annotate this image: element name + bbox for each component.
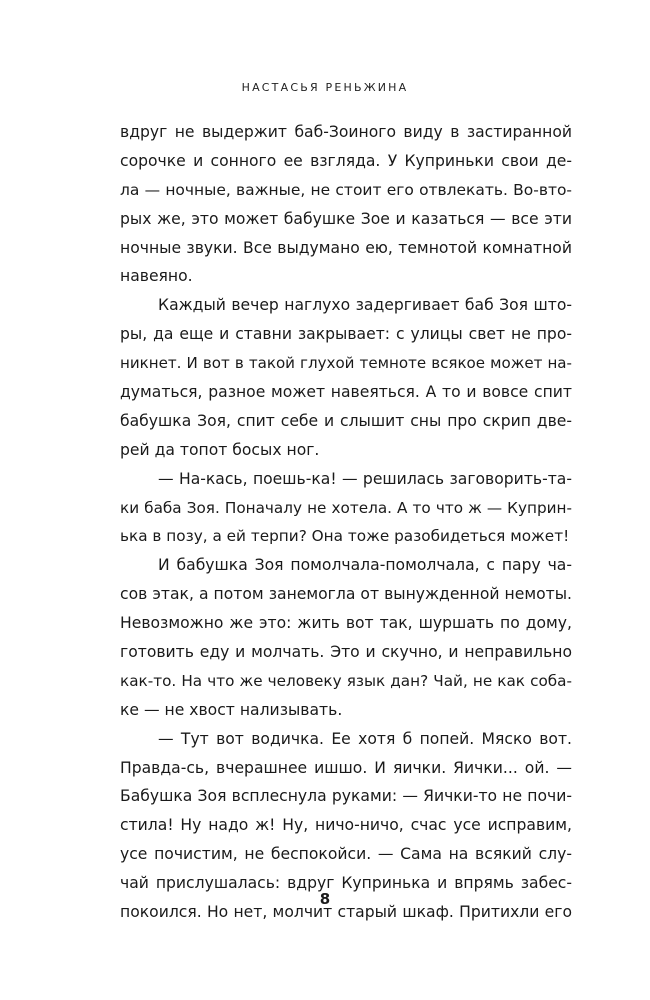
paragraph [120, 118, 572, 291]
text-line: сорочке и сонного ее взгляда. У Куприньки свои де- [120, 151, 572, 170]
text-line: ке — не хвост нализывать. [120, 700, 343, 719]
text-line: Каждый вечер наглухо задергивает баб Зоя што- [158, 296, 572, 315]
page-number: 8 [319, 890, 331, 908]
text-line: И бабушка Зоя помолчала-помолчала, с пару ча- [158, 556, 572, 575]
text-line: как-то. На что же человеку язык дан? Чай, не как соба- [120, 671, 572, 690]
text-line: Правда-сь, вчерашнее ишшо. И яички. Яички... ой. — [120, 758, 572, 777]
text-line: сов этак, а потом занемогла от вынужденной немоты. [120, 585, 572, 604]
text-line: ла — ночные, важные, не стоит его отвлекать. Во-вто- [120, 180, 572, 199]
text-line: бабушка Зоя, спит себе и слышит сны про скрип две- [120, 411, 572, 430]
text-line: рей да топот босых ног. [120, 440, 320, 459]
text-line: никнет. И вот в такой глухой темноте всякое может на- [120, 354, 572, 373]
text-line: рых же, это может бабушке Зое и казаться — все эти [120, 209, 572, 228]
text-line: вдруг не выдержит баб-Зоиного виду в застиранной [120, 123, 572, 141]
text-line: Невозможно же это: жить вот так, шуршать по дому, [120, 614, 572, 633]
text-line: — Тут вот водичка. Ее хотя б попей. Мяско вот. [158, 729, 572, 748]
text-line: готовить еду и молчать. Это и скучно, и неправильно [120, 643, 572, 662]
text-line: стила! Ну надо ж! Ну, ничо-ничо, счас усе исправим, [120, 816, 572, 835]
paragraph [120, 291, 572, 464]
text-line: усе почистим, не беспокойси. — Сама на всякий слу- [120, 845, 572, 864]
text-line: ры, да еще и ставни закрывает: с улицы свет не про- [120, 325, 572, 344]
paragraph [120, 551, 572, 724]
text-line: ька в позу, а ей терпи? Она тоже разобидеться может! [120, 527, 570, 546]
text-line: — На-кась, поешь-ка! — решилась заговорить-та- [158, 469, 572, 488]
body-text [120, 118, 572, 927]
text-line: ки баба Зоя. Поначалу не хотела. А то что ж — Куприн- [120, 498, 572, 517]
text-line: Бабушка Зоя всплеснула руками: — Яички-то не почи- [120, 787, 572, 806]
text-line: чай прислушалась: вдруг Купринька и впрямь забес- [120, 874, 572, 893]
text-line: думаться, разное может навеяться. А то и вовсе спит [120, 383, 572, 402]
running-head: НАСТАСЬЯ РЕНЬЖИНА [241, 81, 409, 94]
paragraph [120, 465, 572, 552]
text-line: навеяно. [120, 267, 193, 286]
text-line: ночные звуки. Все выдумано ею, темнотой комнатной [120, 238, 572, 257]
text-line: покоился. Но нет, молчит старый шкаф. Притихли его [120, 903, 572, 922]
